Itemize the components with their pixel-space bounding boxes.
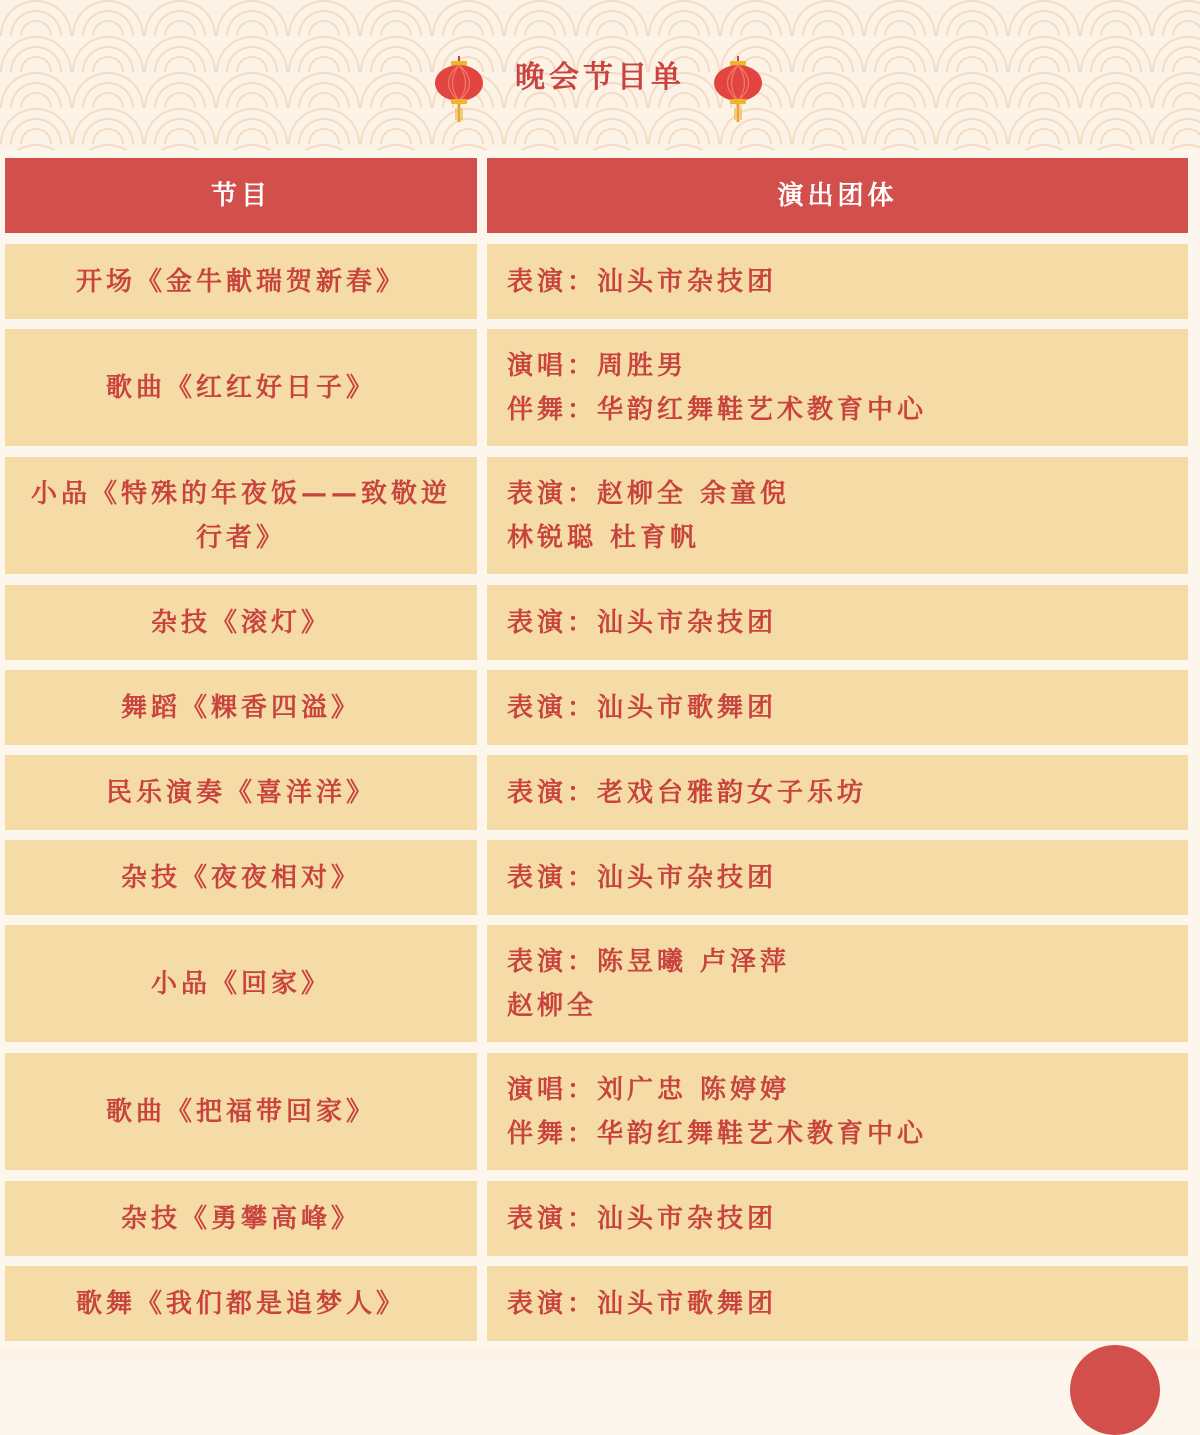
performer-line: 表演：汕头市歌舞团	[507, 1288, 778, 1319]
performer-line: 表演：汕头市杂技团	[507, 266, 778, 297]
program-cell: 小品《回家》	[5, 925, 477, 1042]
performers-cell	[487, 840, 1188, 915]
performers-cell	[487, 329, 1188, 446]
program-cell: 歌曲《红红好日子》	[5, 329, 477, 446]
table-header	[5, 158, 1188, 233]
program-cell: 杂技《勇攀高峰》	[5, 1181, 477, 1256]
bottom-strip	[0, 1348, 1200, 1359]
performer-line: 表演：陈昱曦 卢泽萍	[507, 946, 791, 977]
performer-line: 伴舞：华韵红舞鞋艺术教育中心	[507, 394, 928, 425]
performers-cell	[487, 1053, 1188, 1170]
performer-line: 表演：汕头市杂技团	[507, 1203, 778, 1234]
performer-line: 表演：汕头市杂技团	[507, 607, 778, 638]
performer-line: 演唱：刘广忠 陈婷婷	[507, 1074, 791, 1105]
lantern-icon	[713, 56, 763, 128]
table-row	[5, 1181, 1188, 1256]
program-cell: 舞蹈《粿香四溢》	[5, 670, 477, 745]
performer-line: 表演：汕头市歌舞团	[507, 692, 778, 723]
table-row	[5, 585, 1188, 660]
program-cell: 开场《金牛献瑞贺新春》	[5, 244, 477, 319]
table-row	[5, 1266, 1188, 1341]
table-row	[5, 925, 1188, 1042]
table-row	[5, 244, 1188, 319]
program-cell: 杂技《夜夜相对》	[5, 840, 477, 915]
table-row	[5, 329, 1188, 446]
performer-line: 表演：赵柳全 余童倪	[507, 478, 791, 509]
performers-cell	[487, 1266, 1188, 1341]
table-row	[5, 840, 1188, 915]
table-row	[5, 457, 1188, 574]
performer-line: 演唱：周胜男	[507, 350, 688, 381]
performer-line: 表演：汕头市杂技团	[507, 862, 778, 893]
program-cell: 小品《特殊的年夜饭——致敬逆行者》	[5, 457, 477, 574]
performer-line: 赵柳全	[507, 990, 598, 1021]
performers-cell	[487, 670, 1188, 745]
program-cell: 杂技《滚灯》	[5, 585, 477, 660]
performer-line: 林锐聪 杜育帆	[507, 522, 701, 553]
table-row	[5, 1053, 1188, 1170]
header-program: 节目	[5, 158, 477, 233]
performer-line: 伴舞：华韵红舞鞋艺术教育中心	[507, 1118, 928, 1149]
program-cell: 民乐演奏《喜洋洋》	[5, 755, 477, 830]
performer-line: 表演：老戏台雅韵女子乐坊	[507, 777, 868, 808]
header-performers: 演出团体	[487, 158, 1188, 233]
page-title: 晚会节目单	[515, 60, 685, 95]
table-row	[5, 670, 1188, 745]
performers-cell	[487, 585, 1188, 660]
performers-cell	[487, 457, 1188, 574]
program-cell: 歌舞《我们都是追梦人》	[5, 1266, 477, 1341]
performers-cell	[487, 244, 1188, 319]
performers-cell	[487, 1181, 1188, 1256]
program-cell: 歌曲《把福带回家》	[5, 1053, 477, 1170]
performers-cell	[487, 755, 1188, 830]
performers-cell	[487, 925, 1188, 1042]
table-row	[5, 755, 1188, 830]
